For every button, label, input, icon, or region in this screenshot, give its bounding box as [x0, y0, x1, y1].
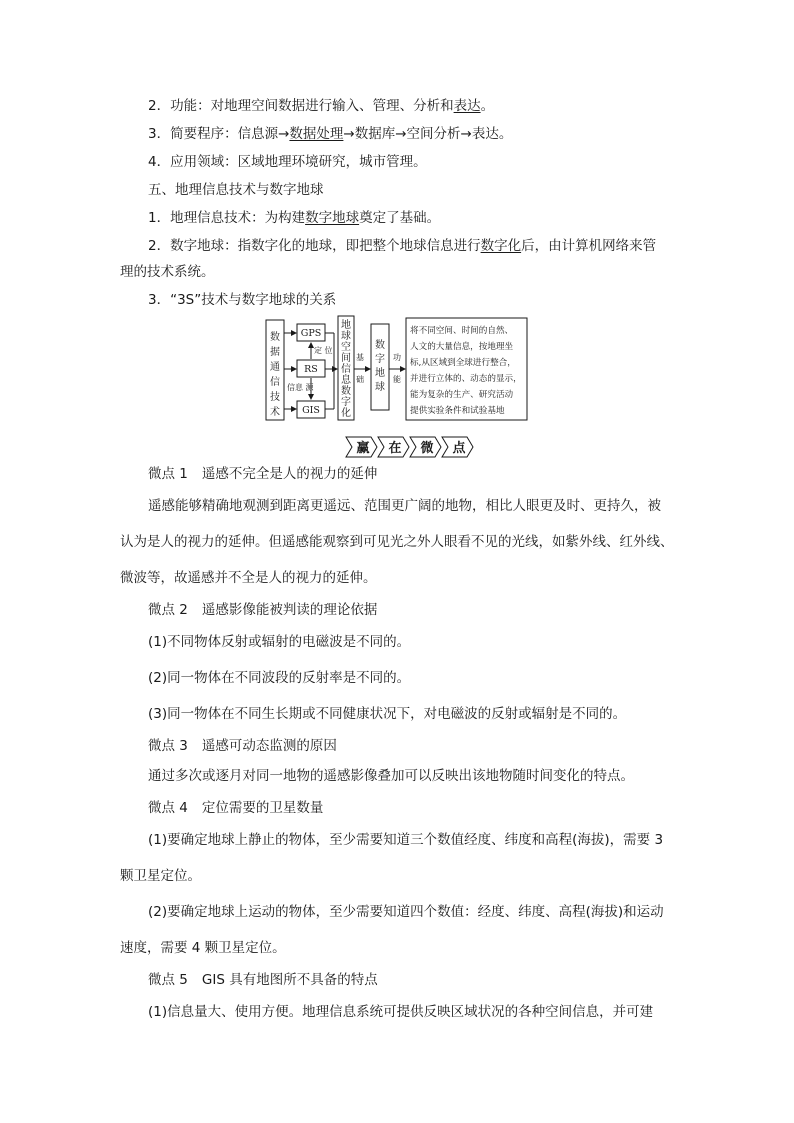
gis-label: GIS [302, 405, 320, 416]
point-1-para-line-2: 认为是人的视力的延伸。但遥感能观察到可见光之外人眼看不见的光线，如紫外线、红外线、 [120, 534, 674, 550]
svg-text:提供实验条件和试验基地: 提供实验条件和试验基地 [410, 406, 505, 416]
comm-tech-label [270, 330, 280, 418]
banner-char-2: 在 [388, 441, 402, 456]
svg-text:化: 化 [341, 408, 351, 419]
svg-text:数: 数 [270, 332, 280, 343]
svg-text:通: 通 [270, 362, 280, 373]
procedure-line: 3．简要程序：信息源→数据处理→数据库→空间分析→表达。 [148, 126, 513, 142]
dingwei-label: 定 位 [314, 346, 333, 355]
section-banner [344, 436, 474, 458]
svg-text:球: 球 [375, 382, 385, 393]
svg-text:信: 信 [341, 364, 351, 375]
point-1-heading: 微点 1 遥感不完全是人的视力的延伸 [148, 466, 378, 482]
point-2-heading: 微点 2 遥感影像能被判读的理论依据 [148, 602, 378, 618]
digital-earth-line-cont: 理的技术系统。 [120, 264, 215, 280]
svg-text:人文的大量信息，按地理坐: 人文的大量信息，按地理坐 [410, 342, 514, 352]
svg-text:标,从区域到全球进行整合，: 标,从区域到全球进行整合， [410, 358, 516, 368]
digitization-label [341, 318, 352, 419]
point-4-item-2: (2)要确定地球上运动的物体，至少需要知道四个数值：经度、纬度、高程(海拔)和运动 [148, 904, 664, 920]
point-2-item-1: (1)不同物体反射或辐射的电磁波是不同的。 [148, 634, 411, 650]
point-4-item-2-cont: 速度，需要 4 颗卫星定位。 [120, 940, 286, 956]
svg-text:地: 地 [341, 320, 351, 331]
function-text [410, 324, 522, 416]
gongneng-label-1: 功 [393, 353, 401, 362]
application-line: 4．应用领域：区域地理环境研究，城市管理。 [148, 154, 427, 170]
svg-text:能为复杂的生产、研究活动: 能为复杂的生产、研究活动 [410, 390, 514, 400]
point-4-heading: 微点 4 定位需要的卫星数量 [148, 800, 324, 816]
svg-text:术: 术 [270, 407, 280, 418]
svg-text:将不同空间、时间的自然、: 将不同空间、时间的自然、 [410, 326, 514, 336]
point-3-para: 通过多次或逐月对同一地物的遥感影像叠加可以反映出该地物随时间变化的特点。 [148, 768, 634, 784]
jichu-label-2: 础 [356, 375, 364, 384]
point-4-item-1-cont: 颗卫星定位。 [120, 868, 201, 884]
point-5-heading: 微点 5 GIS 具有地图所不具备的特点 [148, 972, 378, 988]
svg-text:技: 技 [270, 392, 280, 403]
point-2-item-2: (2)同一物体在不同波段的反射率是不同的。 [148, 670, 411, 686]
digital-earth-label [375, 338, 385, 393]
svg-text:字: 字 [341, 397, 351, 408]
point-3-heading: 微点 3 遥感可动态监测的原因 [148, 738, 337, 754]
svg-text:数: 数 [375, 340, 385, 351]
svg-text:信: 信 [270, 377, 280, 388]
svg-text:并进行立体的、动态的显示，: 并进行立体的、动态的显示， [410, 374, 522, 384]
svg-text:字: 字 [375, 354, 385, 365]
banner-char-1: 赢 [356, 441, 370, 456]
point-2-item-3: (3)同一物体在不同生长期或不同健康状况下，对电磁波的反射或辐射是不同的。 [148, 706, 627, 722]
relation-heading: 3．“3S”技术与数字地球的关系 [148, 292, 337, 308]
gongneng-label-2: 能 [393, 375, 401, 384]
svg-text:间: 间 [341, 353, 351, 364]
point-1-para-line-3: 微波等，故遥感并不全是人的视力的延伸。 [120, 570, 377, 586]
digital-earth-box [371, 324, 389, 410]
xinxiyuan-label: 信息 源 [287, 383, 314, 392]
svg-text:据: 据 [270, 347, 280, 358]
geo-tech-line: 1．地理信息技术：为构建数字地球奠定了基础。 [148, 210, 441, 226]
banner-char-3: 微 [420, 441, 434, 456]
banner-char-4: 点 [452, 441, 466, 456]
svg-text:地: 地 [375, 368, 385, 379]
svg-text:息: 息 [341, 375, 351, 386]
3s-diagram [262, 314, 532, 424]
function-line: 2．功能：对地理空间数据进行输入、管理、分析和表达。 [148, 98, 495, 114]
jichu-label-1: 基 [356, 353, 364, 362]
svg-text:数: 数 [341, 386, 351, 397]
rs-label: RS [304, 364, 318, 375]
digital-earth-line: 2．数字地球：指数字化的地球，即把整个地球信息进行数字化后，由计算机网络来管 [148, 238, 657, 254]
section-heading: 五、地理信息技术与数字地球 [148, 182, 324, 198]
point-5-item-1: (1)信息量大、使用方便。地理信息系统可提供反映区域状况的各种空间信息，并可建 [148, 1004, 654, 1020]
svg-text:球: 球 [341, 331, 351, 342]
svg-text:空: 空 [341, 342, 351, 353]
point-4-item-1: (1)要确定地球上静止的物体，至少需要知道三个数值经度、纬度和高程(海拔)，需要 3 [148, 832, 664, 848]
gps-label: GPS [300, 328, 322, 339]
point-1-para-line-1: 遥感能够精确地观测到距离更遥远、范围更广阔的地物，相比人眼更及时、更持久，被 [148, 498, 661, 514]
